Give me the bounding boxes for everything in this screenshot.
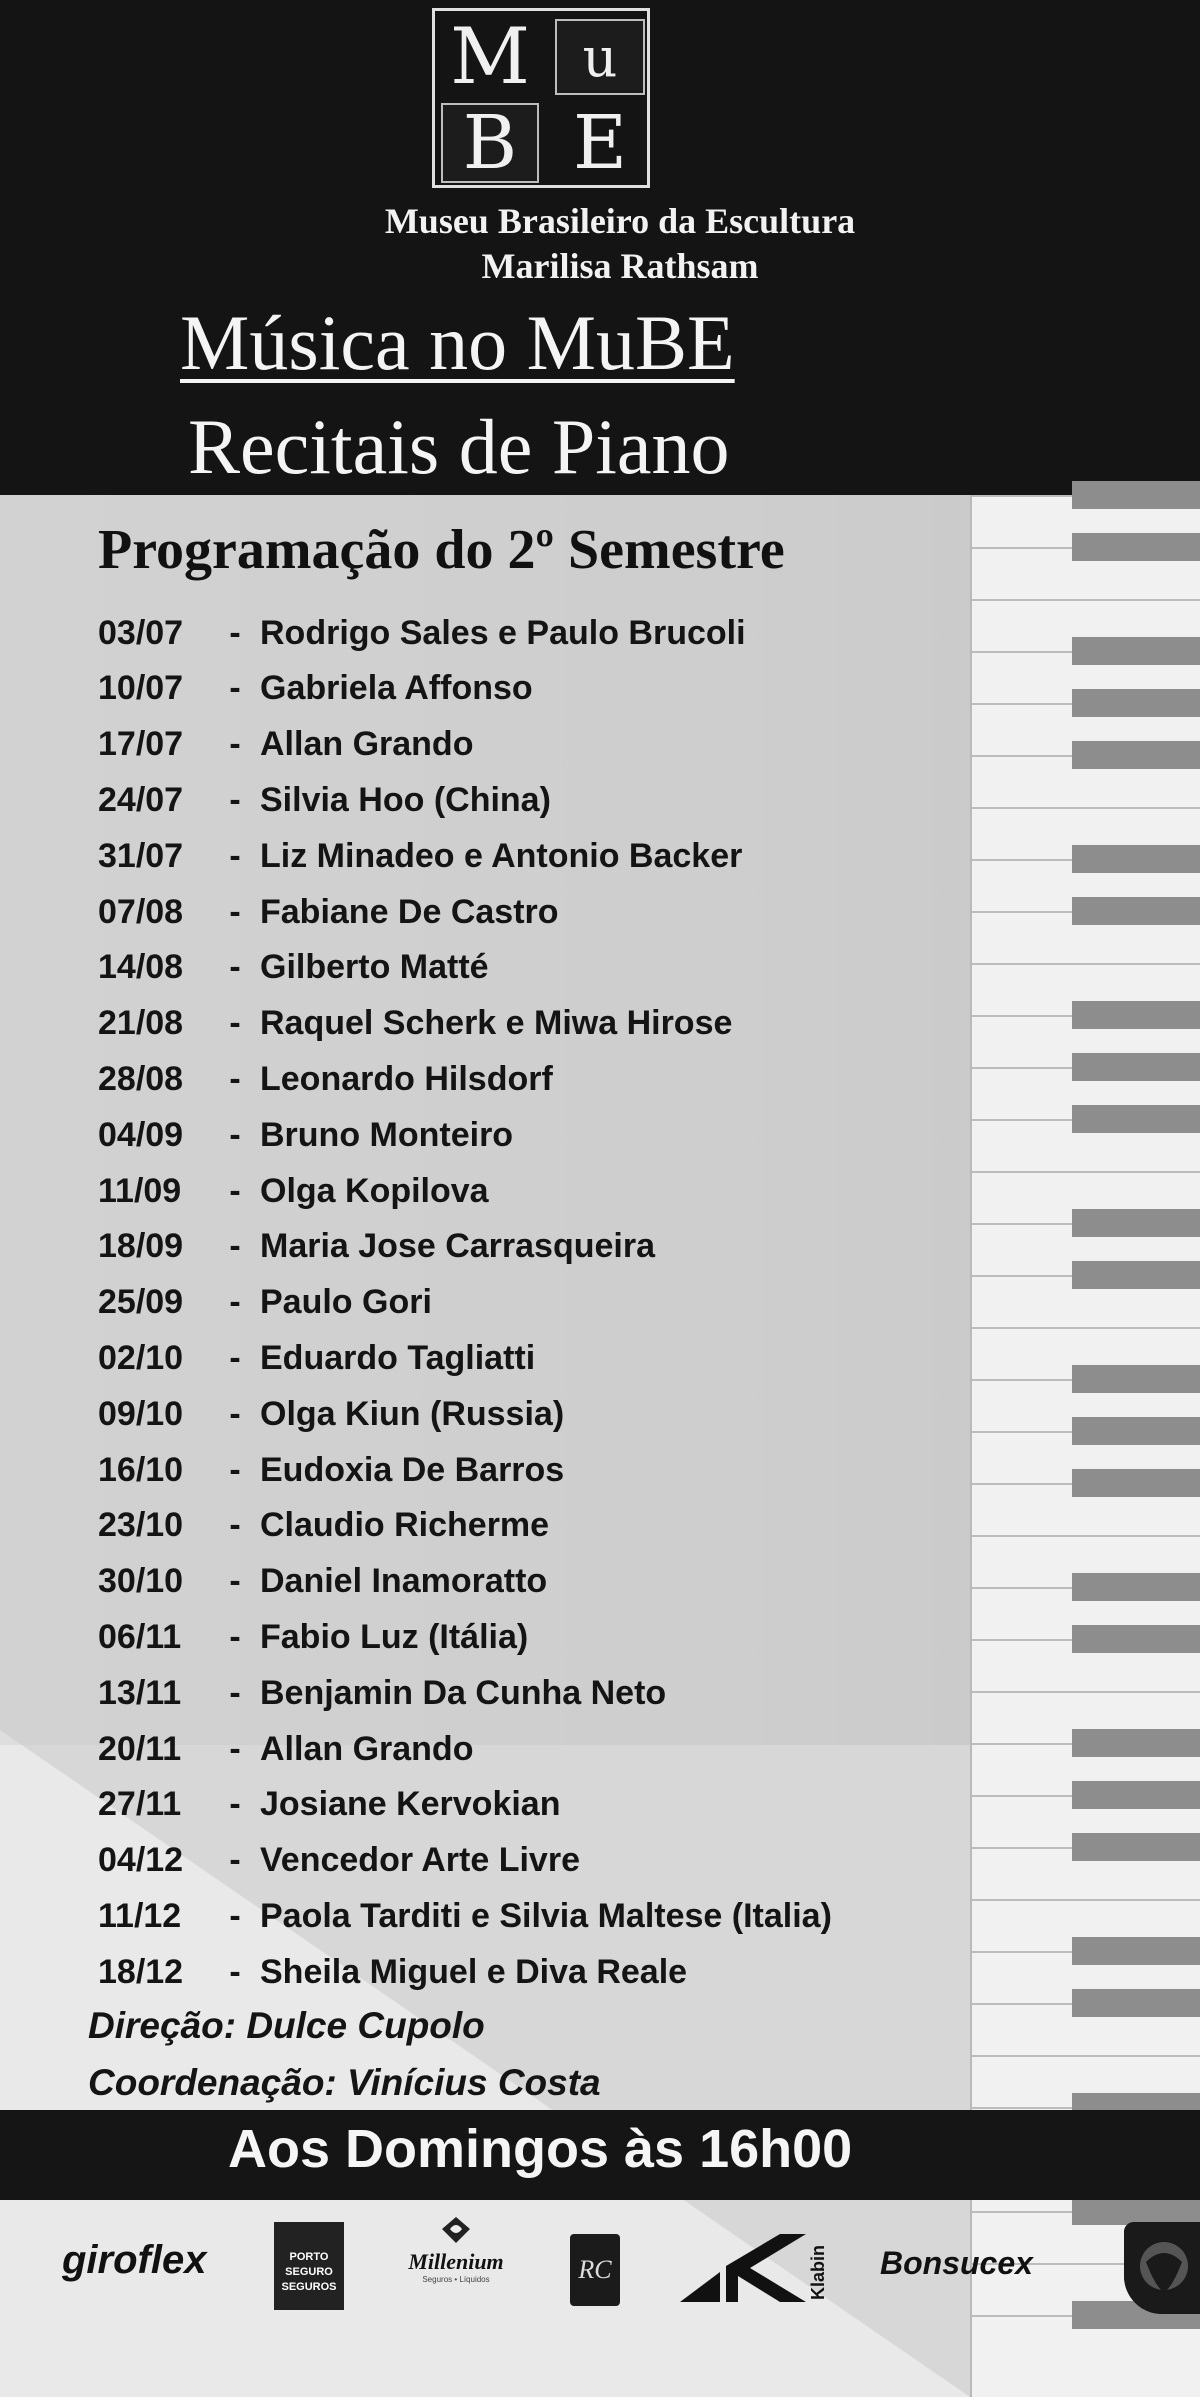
recital-date: 24/07 (98, 780, 184, 819)
piano-black-key (1072, 1105, 1200, 1133)
sponsor-millenium-logo (396, 2215, 516, 2284)
row-separator: - (229, 892, 241, 931)
recital-date: 20/11 (98, 1729, 182, 1768)
recital-performer: Allan Grando (260, 725, 474, 764)
piano-black-key (1072, 1625, 1200, 1653)
recital-date: 14/08 (98, 948, 184, 987)
programme-row (98, 1501, 549, 1551)
row-separator: - (229, 1338, 241, 1377)
row-separator: - (229, 1450, 241, 1489)
recital-performer: Fabiane De Castro (260, 892, 559, 931)
recital-date: 04/12 (98, 1841, 184, 1880)
recital-performer: Olga Kiun (Russia) (260, 1394, 565, 1433)
piano-black-key (1072, 533, 1200, 561)
recital-performer: Paola Tarditi e Silvia Maltese (Italia) (260, 1896, 832, 1935)
piano-black-key (1072, 2197, 1200, 2225)
header-banner (0, 0, 1200, 495)
logo-letter-e: E (572, 100, 628, 186)
piano-black-key (1072, 1001, 1200, 1029)
programme-row (98, 1278, 432, 1328)
recital-date: 25/09 (98, 1283, 184, 1322)
piano-black-key (1072, 1781, 1200, 1809)
programme-heading: Programação do 2º Semestre (98, 519, 785, 581)
row-separator: - (229, 1729, 241, 1768)
row-separator: - (229, 1283, 241, 1322)
logo-letter-b: B (441, 103, 539, 183)
row-separator: - (229, 613, 241, 652)
piano-black-key (1072, 1469, 1200, 1497)
row-separator: - (229, 1059, 241, 1098)
piano-black-key (1072, 741, 1200, 769)
piano-white-key-edge (972, 963, 1200, 965)
piano-black-key (1072, 897, 1200, 925)
row-separator: - (229, 1952, 241, 1991)
recital-performer: Raquel Scherk e Miwa Hirose (260, 1004, 733, 1043)
row-separator: - (229, 1171, 241, 1210)
programme-row (98, 1110, 513, 1160)
recital-date: 06/11 (98, 1617, 182, 1656)
piano-black-key (1072, 1053, 1200, 1081)
row-separator: - (229, 1841, 241, 1880)
piano-white-key-edge (972, 1171, 1200, 1173)
recital-performer: Leonardo Hilsdorf (260, 1059, 553, 1098)
porto-line-3: SEGUROS (281, 2281, 337, 2293)
recital-date: 18/09 (98, 1227, 184, 1266)
page-subtitle: Recitais de Piano (188, 403, 730, 490)
recital-performer: Benjamin Da Cunha Neto (260, 1673, 667, 1712)
row-separator: - (229, 1673, 241, 1712)
millenium-tagline: Seguros • Líquidos (422, 2275, 490, 2284)
recital-date: 21/08 (98, 1004, 184, 1043)
millenium-emblem-icon (436, 2215, 476, 2245)
recital-performer: Liz Minadeo e Antonio Backer (260, 836, 743, 875)
sponsor-rc-logo: RC (570, 2234, 620, 2306)
programme-row (98, 1612, 528, 1662)
recital-date: 18/12 (98, 1952, 184, 1991)
recital-date: 11/12 (98, 1896, 182, 1935)
programme-row (98, 1333, 535, 1383)
programme-row (98, 1836, 580, 1886)
row-separator: - (229, 1227, 241, 1266)
schedule-text: Aos Domingos às 16h00 (228, 2119, 853, 2179)
piano-white-key-edge (972, 1327, 1200, 1329)
row-separator: - (229, 669, 241, 708)
sponsor-klabin-word: Klabin (808, 2244, 828, 2300)
recital-date: 09/10 (98, 1394, 184, 1433)
programme-row (98, 664, 533, 714)
programme-row (98, 1054, 553, 1104)
row-separator: - (229, 836, 241, 875)
recital-performer: Silvia Hoo (China) (260, 780, 551, 819)
piano-black-key (1072, 1209, 1200, 1237)
sponsor-porto-seguro-logo (274, 2222, 344, 2310)
piano-black-key (1072, 1573, 1200, 1601)
recital-performer: Vencedor Arte Livre (260, 1841, 580, 1880)
programme-row (98, 1557, 547, 1607)
museum-name: Museu Brasileiro da Escultura (384, 201, 856, 241)
programme-row (98, 1780, 560, 1830)
programme-row (98, 1166, 489, 1216)
programme-row (98, 1222, 655, 1272)
row-separator: - (229, 1896, 241, 1935)
recital-date: 30/10 (98, 1562, 184, 1601)
porto-line-2: SEGURO (285, 2266, 333, 2278)
piano-black-key (1072, 1989, 1200, 2017)
sponsor-crest-icon (1124, 2222, 1200, 2314)
recital-date: 17/07 (98, 725, 184, 764)
recital-date: 28/08 (98, 1059, 184, 1098)
row-separator: - (229, 1785, 241, 1824)
recital-performer: Fabio Luz (Itália) (260, 1617, 529, 1656)
recital-performer: Allan Grando (260, 1729, 474, 1768)
recital-date: 13/11 (98, 1673, 182, 1712)
piano-black-key (1072, 845, 1200, 873)
recital-performer: Claudio Richerme (260, 1506, 550, 1545)
recital-date: 10/07 (98, 669, 184, 708)
piano-white-key-edge (972, 1535, 1200, 1537)
recital-date: 02/10 (98, 1338, 184, 1377)
recital-date: 16/10 (98, 1450, 184, 1489)
sponsor-klabin-mark-icon (680, 2230, 820, 2306)
programme-row (98, 1724, 473, 1774)
row-separator: - (229, 1506, 241, 1545)
recital-performer: Gilberto Matté (260, 948, 489, 987)
row-separator: - (229, 1394, 241, 1433)
piano-black-key (1072, 637, 1200, 665)
programme-row (98, 1947, 687, 1997)
row-separator: - (229, 1562, 241, 1601)
recital-performer: Olga Kopilova (260, 1171, 489, 1210)
recital-date: 07/08 (98, 892, 184, 931)
programme-row (98, 887, 559, 937)
row-separator: - (229, 1617, 241, 1656)
programme-row (98, 775, 551, 825)
piano-white-key-edge (972, 2055, 1200, 2057)
programme-row (98, 1668, 666, 1718)
recital-date: 11/09 (98, 1171, 182, 1210)
programme-row (98, 1891, 832, 1941)
recital-performer: Eduardo Tagliatti (260, 1338, 536, 1377)
millenium-name: Millenium (408, 2249, 504, 2274)
piano-black-key (1072, 1261, 1200, 1289)
museum-subname: Marilisa Rathsam (481, 246, 759, 286)
piano-black-key (1072, 481, 1200, 509)
piano-black-key (1072, 1729, 1200, 1757)
row-separator: - (229, 725, 241, 764)
row-separator: - (229, 1115, 241, 1154)
recital-performer: Rodrigo Sales e Paulo Brucoli (260, 613, 746, 652)
programme-row (98, 943, 489, 993)
recital-performer: Daniel Inamoratto (260, 1562, 548, 1601)
page-title: Música no MuBE (180, 299, 735, 386)
sponsor-giroflex-logo: giroflex (62, 2238, 207, 2282)
coordination-credit: Coordenação: Vinícius Costa (88, 2062, 601, 2103)
row-separator: - (229, 780, 241, 819)
recital-performer: Sheila Miguel e Diva Reale (260, 1952, 688, 1991)
programme-row (98, 1445, 564, 1495)
recital-performer: Paulo Gori (260, 1283, 432, 1322)
recital-date: 04/09 (98, 1115, 184, 1154)
programme-row (98, 608, 746, 658)
piano-white-key-edge (972, 1899, 1200, 1901)
recital-date: 23/10 (98, 1506, 184, 1545)
recital-performer: Gabriela Affonso (260, 669, 533, 708)
piano-black-key (1072, 1937, 1200, 1965)
sponsor-bonsucex-logo: Bonsucex (880, 2245, 1033, 2281)
row-separator: - (229, 948, 241, 987)
recital-date: 03/07 (98, 613, 184, 652)
piano-black-key (1072, 1365, 1200, 1393)
piano-white-key-edge (972, 599, 1200, 601)
programme-row (98, 720, 473, 770)
piano-black-key (1072, 689, 1200, 717)
direction-credit: Direção: Dulce Cupolo (88, 2005, 485, 2046)
logo-letter-m: M (450, 12, 530, 102)
piano-white-key-edge (972, 807, 1200, 809)
programme-row (98, 831, 742, 881)
logo-letter-u: u (555, 19, 645, 95)
piano-black-key (1072, 1833, 1200, 1861)
row-separator: - (229, 1004, 241, 1043)
recital-date: 27/11 (98, 1785, 182, 1824)
recital-performer: Josiane Kervokian (260, 1785, 561, 1824)
recital-date: 31/07 (98, 836, 184, 875)
programme-row (98, 1389, 564, 1439)
porto-line-1: PORTO (289, 2251, 329, 2263)
piano-white-key-edge (972, 1691, 1200, 1693)
recital-performer: Eudoxia De Barros (260, 1450, 565, 1489)
recital-performer: Maria Jose Carrasqueira (260, 1227, 655, 1266)
recital-performer: Bruno Monteiro (260, 1115, 514, 1154)
mube-logo (432, 8, 650, 188)
programme-row (98, 999, 732, 1049)
piano-black-key (1072, 1417, 1200, 1445)
